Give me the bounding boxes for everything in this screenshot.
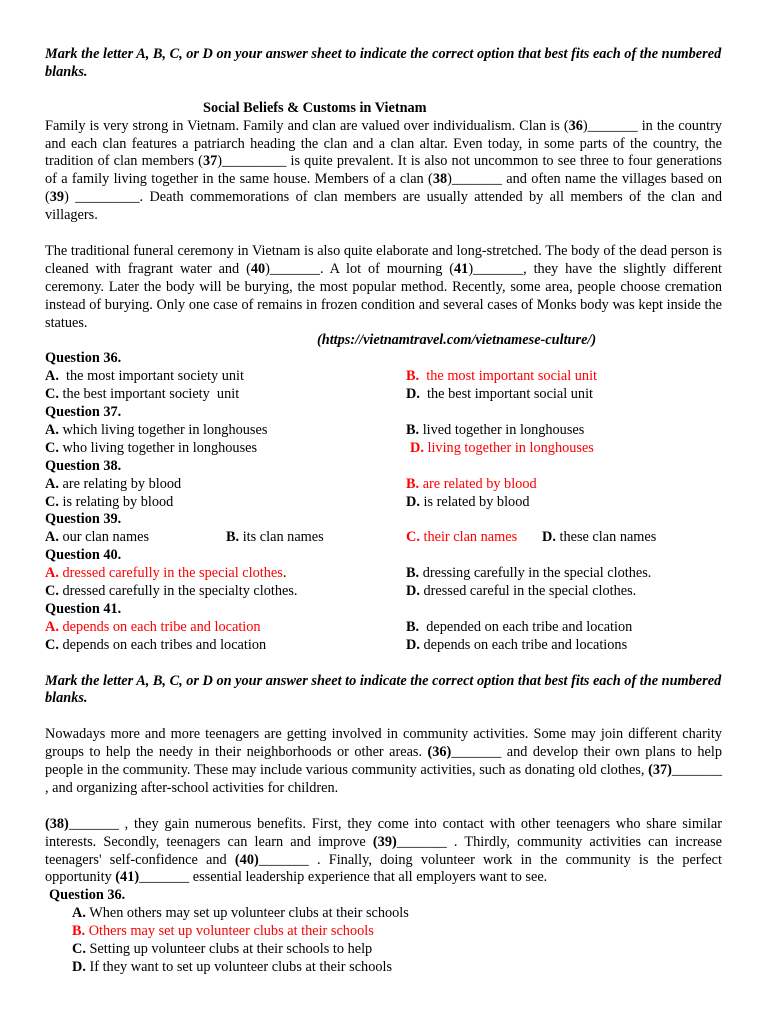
option-a-correct: A. dressed carefully in the special clothes. xyxy=(45,565,287,582)
option-b: B. dressing carefully in the special clothes. xyxy=(406,565,652,582)
option-a-correct: A. depends on each tribe and location xyxy=(45,618,261,635)
question-41-row-2 xyxy=(45,637,722,655)
option-c: C. dressed carefully in the specialty clothes. xyxy=(45,583,298,600)
q36-option-b-correct: B. Others may set up volunteer clubs at their schools xyxy=(72,923,374,940)
question-38-row-2 xyxy=(45,494,722,512)
instruction-2: Mark the letter A, B, C, or D on your answer sheet to indicate the correct option that best fits each of the numbered blanks. xyxy=(45,672,722,707)
question-37-row-1 xyxy=(45,422,722,440)
question-36-label: Question 36. xyxy=(45,350,122,367)
option-b: B. its clan names xyxy=(226,529,324,546)
passage1-paragraph2: The traditional funeral ceremony in Vietnam is also quite elaborate and long-stretched. The body of the dead person is cleaned with fragrant water and (40)_______. A lot of mourning (41)_______, they have the slightly different ceremony. Later the body will be burying, the most popular method. Recently, some area, people choose cremation instead of burying. Only one case of remains in frozen condition and several cases of Monks body was kept inside the statues. xyxy=(45,242,723,331)
option-d: D. the best important social unit xyxy=(406,386,594,403)
q36-option-a: A. When others may set up volunteer clubs at their schools xyxy=(72,905,409,922)
passage1-paragraph1: Family is very strong in Vietnam. Family and clan are valued over individualism. Clan is (36)_______ in the country and each clan features a patriarch heading the clan and a clan altar. Even today, in some parts of the country, the tradition of clan members (37)_________ is quite prevalent. It is also not uncommon to see three to four generations of a family living together in the same house. Members of a clan (38)_______ and often name the villages based on (39) _________. Death commemorations of clan members are usually attended by all members of the clan and villagers. xyxy=(45,117,722,224)
option-c: C. depends on each tribes and location xyxy=(45,636,267,653)
question-40-row-1 xyxy=(45,565,722,583)
question-36-label-part2: Question 36. xyxy=(49,887,126,904)
option-a: A. which living together in longhouses xyxy=(45,421,268,438)
instruction-1: Mark the letter A, B, C, or D on your answer sheet to indicate the correct option that best fits each of the numbered blanks. xyxy=(45,46,722,80)
passage2-paragraph1: Nowadays more and more teenagers are getting involved in community activities. Some may join different charity groups to help the needy in their neighborhoods or other areas. (36)_______ and develop their own plans to help people in the community. These may include various community activities, such as donating old clothes, (37)_______ , and organizing after-school activities for children. xyxy=(45,726,723,796)
question-37-label: Question 37. xyxy=(45,404,122,421)
question-39-row-1 xyxy=(45,529,722,547)
question-40-row-2 xyxy=(45,583,722,601)
question-38-row-1 xyxy=(45,476,722,494)
option-c: C. the best important society unit xyxy=(45,386,240,403)
option-c: C. who living together in longhouses xyxy=(45,439,258,456)
option-b: B. depended on each tribe and location xyxy=(406,618,633,635)
passage-title: Social Beliefs & Customs in Vietnam xyxy=(203,99,427,116)
option-a: A. the most important society unit xyxy=(45,368,244,385)
option-b-correct: B. the most important social unit xyxy=(406,368,598,385)
question-41-row-1 xyxy=(45,619,722,637)
q36-option-c: C. Setting up volunteer clubs at their schools to help xyxy=(72,941,373,958)
option-d: D. is related by blood xyxy=(406,493,530,510)
option-b-correct: B. are related by blood xyxy=(406,475,537,492)
document-page xyxy=(45,46,722,977)
source-citation: (https://vietnamtravel.com/vietnamese-culture/) xyxy=(317,332,597,349)
option-b: B. lived together in longhouses xyxy=(406,421,585,438)
option-c: C. is relating by blood xyxy=(45,493,174,510)
passage2-paragraph2: (38)_______ , they gain numerous benefits. First, they come into contact with other teenagers who share similar interests. Secondly, teenagers can learn and improve (39)_______ . Thirdly, community activities can increase teenagers' self-confidence and (40)_______ . Finally, doing volunteer work in the community is the perfect opportunity (41)_______ essential leadership experience that all employers want to see. xyxy=(45,815,723,886)
option-c-correct: C. their clan names xyxy=(406,529,518,546)
question-40-label: Question 40. xyxy=(45,547,122,564)
q36-option-d: D. If they want to set up volunteer clubs at their schools xyxy=(72,958,393,975)
option-d: D. dressed careful in the special clothes. xyxy=(406,583,637,600)
option-d-correct: D. living together in longhouses xyxy=(410,439,594,456)
option-d: D. depends on each tribe and locations xyxy=(406,636,628,653)
question-39-label: Question 39. xyxy=(45,511,122,528)
question-36-row-1 xyxy=(45,368,722,386)
option-a: A. our clan names xyxy=(45,529,150,546)
question-37-row-2 xyxy=(45,440,722,458)
question-36-row-2 xyxy=(45,386,722,404)
question-41-label: Question 41. xyxy=(45,600,122,617)
option-a: A. are relating by blood xyxy=(45,475,182,492)
question-38-label: Question 38. xyxy=(45,457,122,474)
option-d: D. these clan names xyxy=(542,529,657,546)
